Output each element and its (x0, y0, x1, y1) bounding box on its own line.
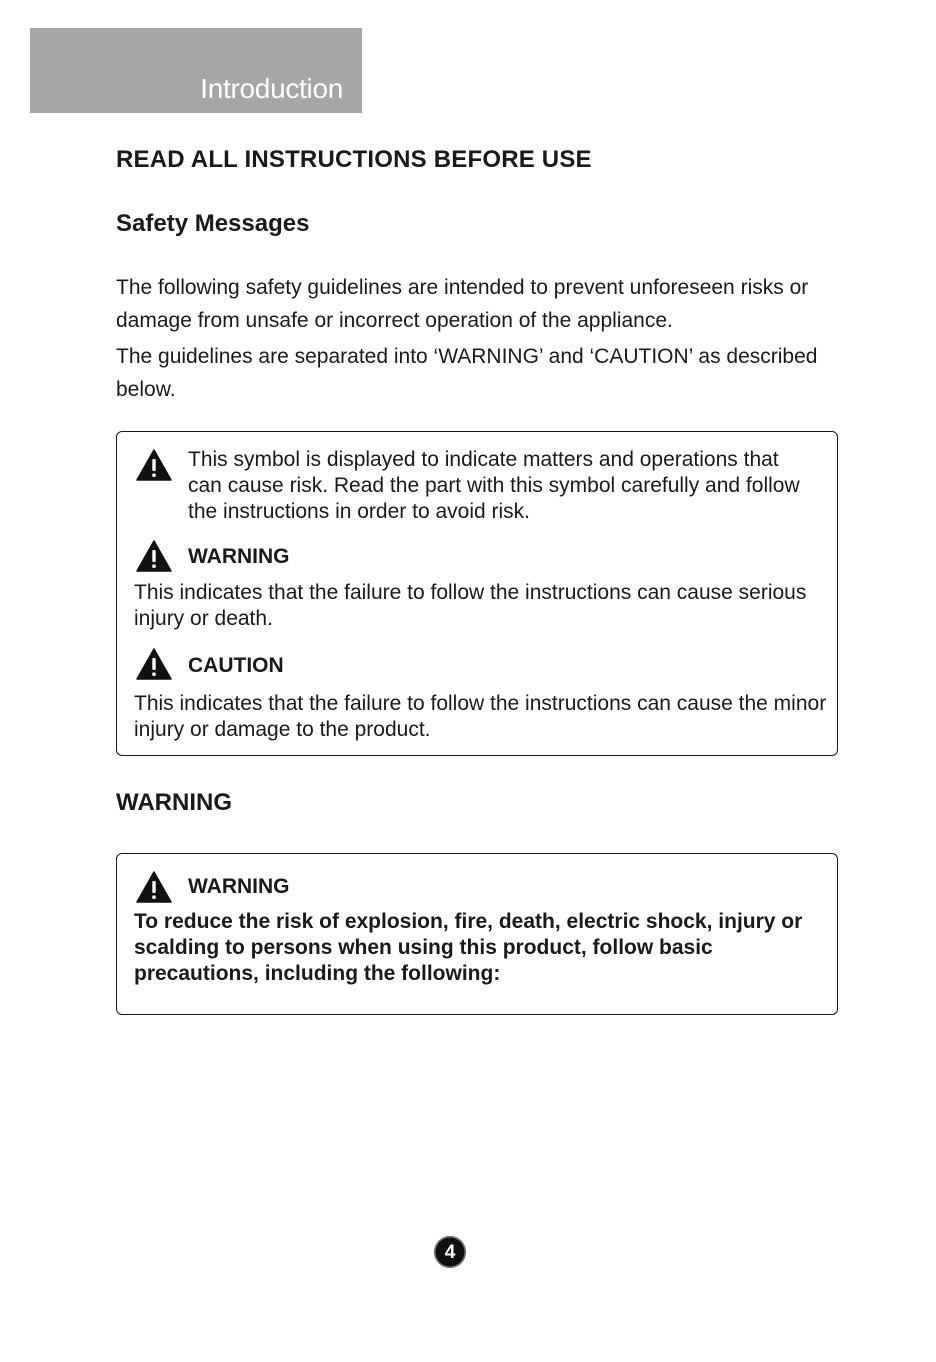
caution-label: CAUTION (188, 654, 284, 677)
symbol-description: This symbol is displayed to indicate matters and operations that can cause risk. Read the part with this symbol carefully and follow the instructions in order to avoid risk. (188, 448, 800, 523)
safety-symbol-box (116, 431, 838, 756)
page-number (434, 1236, 466, 1268)
warning-triangle-icon (136, 648, 172, 680)
warning-triangle-icon (136, 449, 172, 481)
section-tab-label: Introduction (200, 73, 343, 104)
warning-label: WARNING (188, 545, 290, 568)
warning-box-label: WARNING (188, 875, 290, 898)
caution-description: This indicates that the failure to follow the instructions can cause the minor injury or damage to the product. (134, 692, 827, 741)
section-title-safety-messages: Safety Messages (116, 210, 310, 237)
warning-description: This indicates that the failure to follow the instructions can cause serious injury or death. (134, 581, 807, 630)
intro-paragraph: The following safety guidelines are intended to prevent unforeseen risks or damage from unsafe or incorrect operation of the appliance. (116, 276, 809, 332)
page-title: READ ALL INSTRUCTIONS BEFORE USE (116, 146, 592, 173)
warning-box (116, 853, 838, 1015)
warning-triangle-icon (136, 871, 172, 903)
warning-box-text: To reduce the risk of explosion, fire, death, electric shock, injury or scalding to persons when using this product, follow basic precautions, including the following: (134, 910, 803, 985)
page-number-text: 4 (444, 1241, 456, 1263)
section-tab (30, 28, 362, 113)
warning-section-heading: WARNING (116, 789, 232, 816)
warning-triangle-icon (136, 540, 172, 572)
intro-paragraph-separation: The guidelines are separated into ‘WARNING’ and ‘CAUTION’ as described below. (116, 345, 818, 401)
